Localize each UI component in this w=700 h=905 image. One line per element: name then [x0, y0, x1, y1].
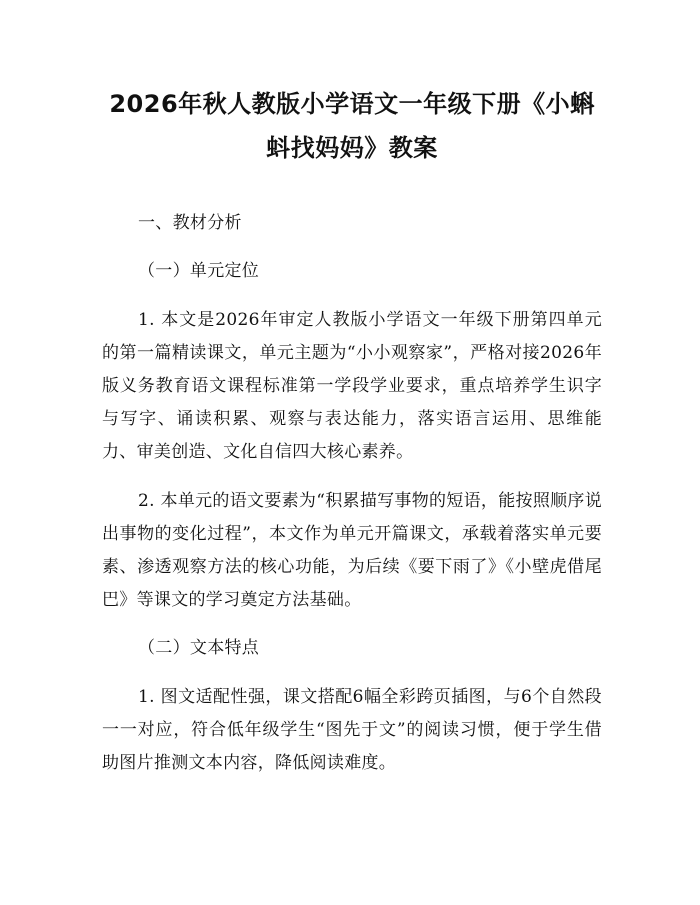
- subsection-heading-text-features: （二）文本特点: [138, 638, 260, 658]
- subsection-heading-unit-positioning: （一）单元定位: [138, 261, 260, 281]
- document-body: [102, 208, 602, 780]
- paragraph-unit-positioning-2: 2. 本单元的语文要素为“积累描写事物的短语，能按照顺序说出事物的变化过程”，本文作为单元开篇课文，承载着落实单元要素、渗透观察方法的核心功能，为后续《要下雨了》《小壁虎借尾巴》等课文的学习奠定方法基础。: [102, 491, 603, 610]
- document-title: 2026年秋人教版小学语文一年级下册《小蝌蚪找妈妈》教案: [109, 90, 595, 162]
- paragraph-text-features-1: 1. 图文适配性强，课文搭配6幅全彩跨页插图，与6个自然段一一对应，符合低年级学生“图先于文”的阅读习惯，便于学生借助图片推测文本内容，降低阅读难度。: [102, 687, 602, 773]
- paragraph-unit-positioning-1: 1. 本文是2026年审定人教版小学语文一年级下册第四单元的第一篇精读课文，单元主题为“小小观察家”，严格对接2026年版义务教育语文课程标准第一学段学业要求，重点培养学生识字与写字、诵读积累、观察与表达能力，落实语言运用、思维能力、审美创造、文化自信四大核心素养。: [102, 310, 602, 462]
- section-heading-teaching-material-analysis: 一、教材分析: [138, 213, 242, 233]
